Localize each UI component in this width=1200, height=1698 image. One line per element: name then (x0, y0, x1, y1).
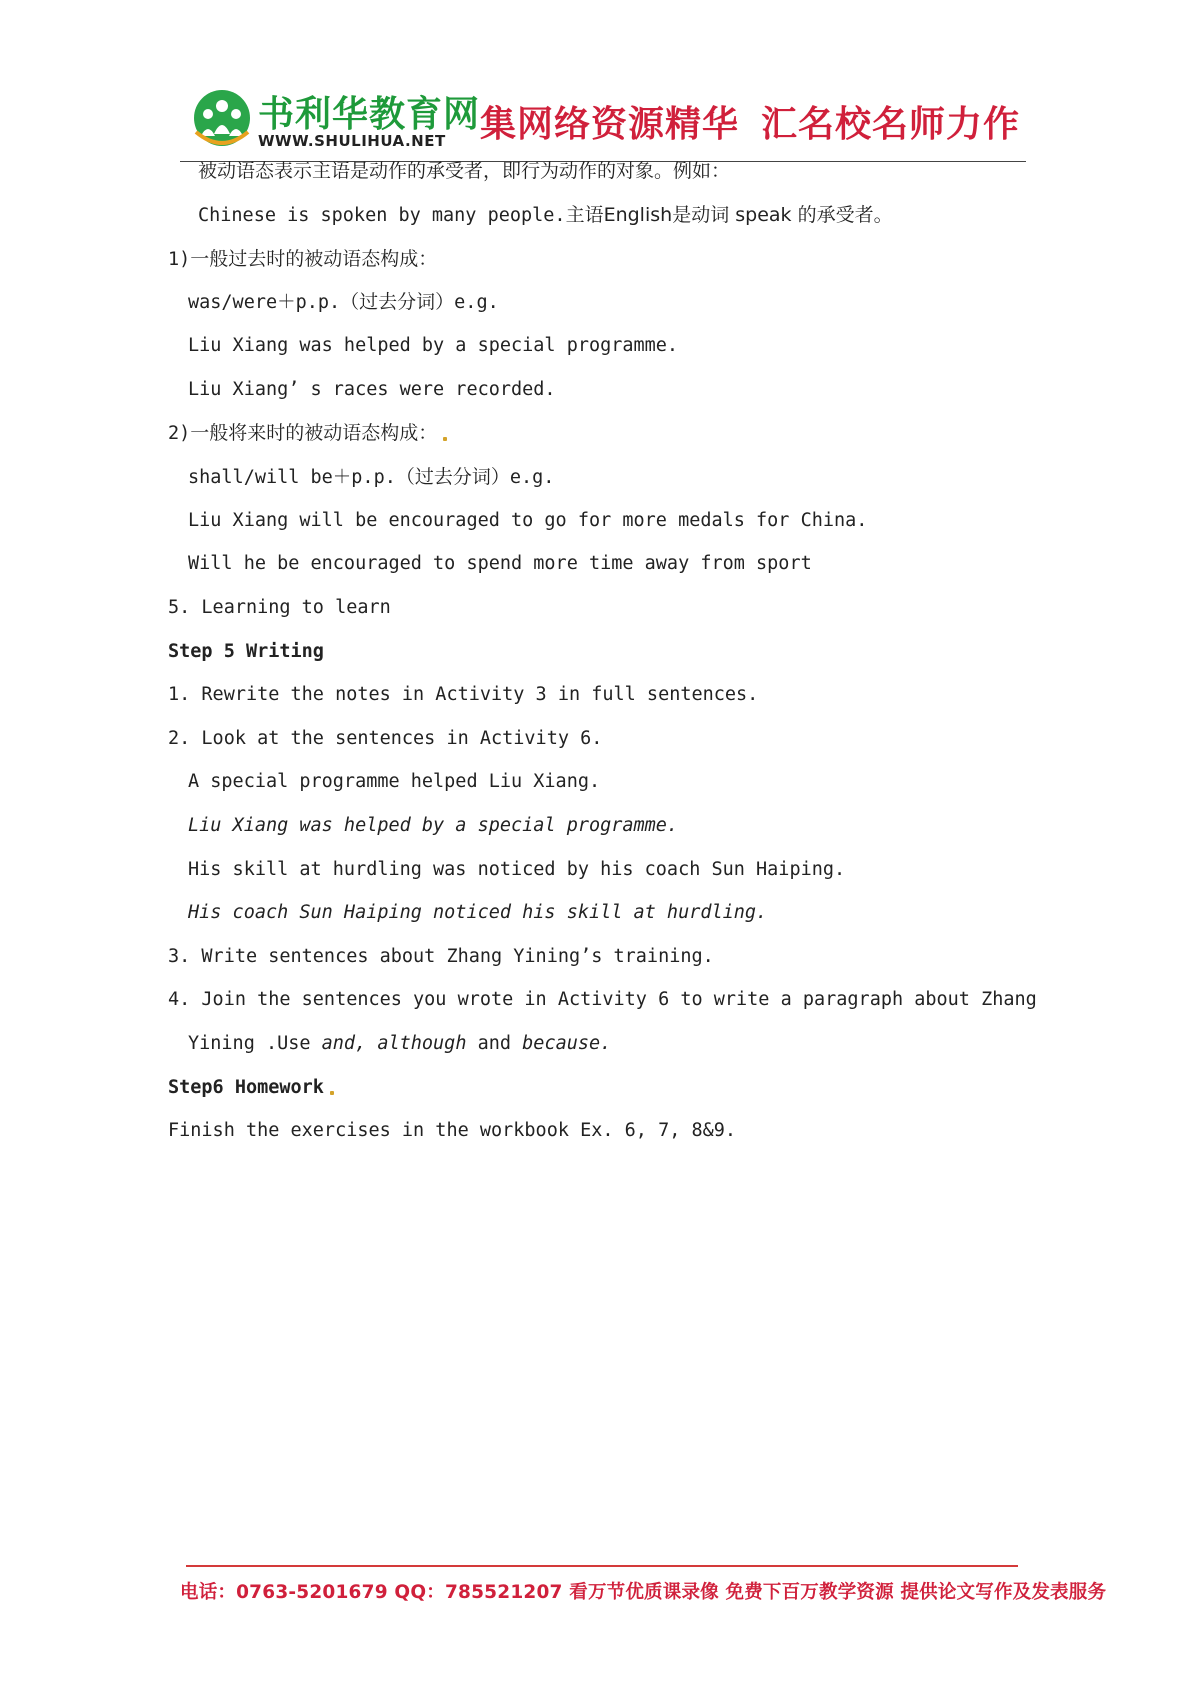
logo-people-icon (192, 88, 252, 148)
future-formula-note: （过去分词） (395, 466, 510, 488)
stray-mark-2 (330, 1091, 334, 1095)
past-example-1: Liu Xiang was helped by a special programme. (188, 335, 679, 356)
w4-and: and, (321, 1033, 367, 1054)
past-formula-line (188, 290, 499, 315)
future-formula: shall/will be＋p.p. (188, 467, 396, 488)
writing-item-2-answer-a: Liu Xiang was helped by a special programme. (188, 815, 679, 836)
example-sentence: Chinese is spoken by many people. (198, 205, 566, 226)
header-slogan (480, 96, 1020, 147)
brand-name: 书利华教育网 (258, 94, 481, 135)
slogan-right: 汇名校名师力作 (761, 104, 1021, 145)
future-formula-eg: e.g. (509, 467, 555, 488)
writing-item-2-sentence-b: His skill at hurdling was noticed by his coach Sun Haiping. (188, 859, 846, 880)
footer-divider (186, 1565, 1018, 1567)
future-formula-line (188, 465, 554, 490)
future-title: 一般将来时的被动语态构成： (190, 422, 438, 444)
past-number: 1) (168, 249, 191, 270)
writing-item-3: 3. Write sentences about Zhang Yining’s training. (168, 946, 714, 967)
brand-url: WWW.SHULIHUA.NET (258, 132, 446, 150)
intro-line: 被动语态表示主语是动作的承受者，即行为动作的对象。例如： (198, 160, 731, 182)
past-formula-note: （过去分词） (340, 291, 455, 313)
past-title: 一般过去时的被动语态构成： (190, 248, 438, 270)
slogan-left: 集网络资源精华 (480, 104, 740, 145)
step6-text: Step6 Homework (168, 1077, 324, 1098)
w4-and2: and (466, 1033, 523, 1054)
future-example-2: Will he be encouraged to spend more time away from sport (188, 553, 812, 574)
writing-item-4-continued (188, 1032, 611, 1056)
homework-text: Finish the exercises in the workbook Ex. 6, 7, 8&9. (168, 1120, 737, 1141)
example-note-4: speak (735, 204, 792, 226)
example-note-3: 是动词 (672, 204, 730, 226)
step6-heading (168, 1076, 334, 1100)
writing-item-2-answer-b: His coach Sun Haiping noticed his skill at hurdling. (188, 902, 768, 923)
future-example-1: Liu Xiang will be encouraged to go for more medals for China. (188, 510, 868, 531)
past-formula: was/were＋p.p. (188, 292, 341, 313)
writing-item-2: 2. Look at the sentences in Activity 6. (168, 728, 603, 749)
w4-because: because. (522, 1033, 612, 1054)
past-example-2: Liu Xiang’ s races were recorded. (188, 379, 556, 400)
stray-mark (443, 437, 447, 441)
future-number: 2) (168, 423, 191, 444)
writing-item-2-sentence-a: A special programme helped Liu Xiang. (188, 771, 601, 792)
example-note-5: 的承受者。 (797, 204, 893, 226)
w4-text: Yining .Use (188, 1033, 322, 1054)
example-line (198, 203, 893, 228)
learning-heading: 5. Learning to learn (168, 597, 391, 618)
writing-item-1: 1. Rewrite the notes in Activity 3 in full sentences. (168, 684, 759, 705)
step5-heading: Step 5 Writing (168, 641, 324, 662)
example-note-2: English (603, 204, 673, 226)
footer-contact: 电话：0763-5201679 QQ：785521207 看万节优质课录像 免费下百万教学资源 提供论文写作及发表服务 (180, 1582, 1107, 1603)
future-title-line (168, 421, 447, 446)
w4-although: although (377, 1033, 467, 1054)
example-note-1: 主语 (565, 204, 604, 226)
past-title-line (168, 247, 437, 272)
header-banner (180, 86, 1020, 160)
writing-item-4: 4. Join the sentences you wrote in Activity 6 to write a paragraph about Zhang (168, 989, 1037, 1010)
past-formula-eg: e.g. (454, 292, 499, 313)
